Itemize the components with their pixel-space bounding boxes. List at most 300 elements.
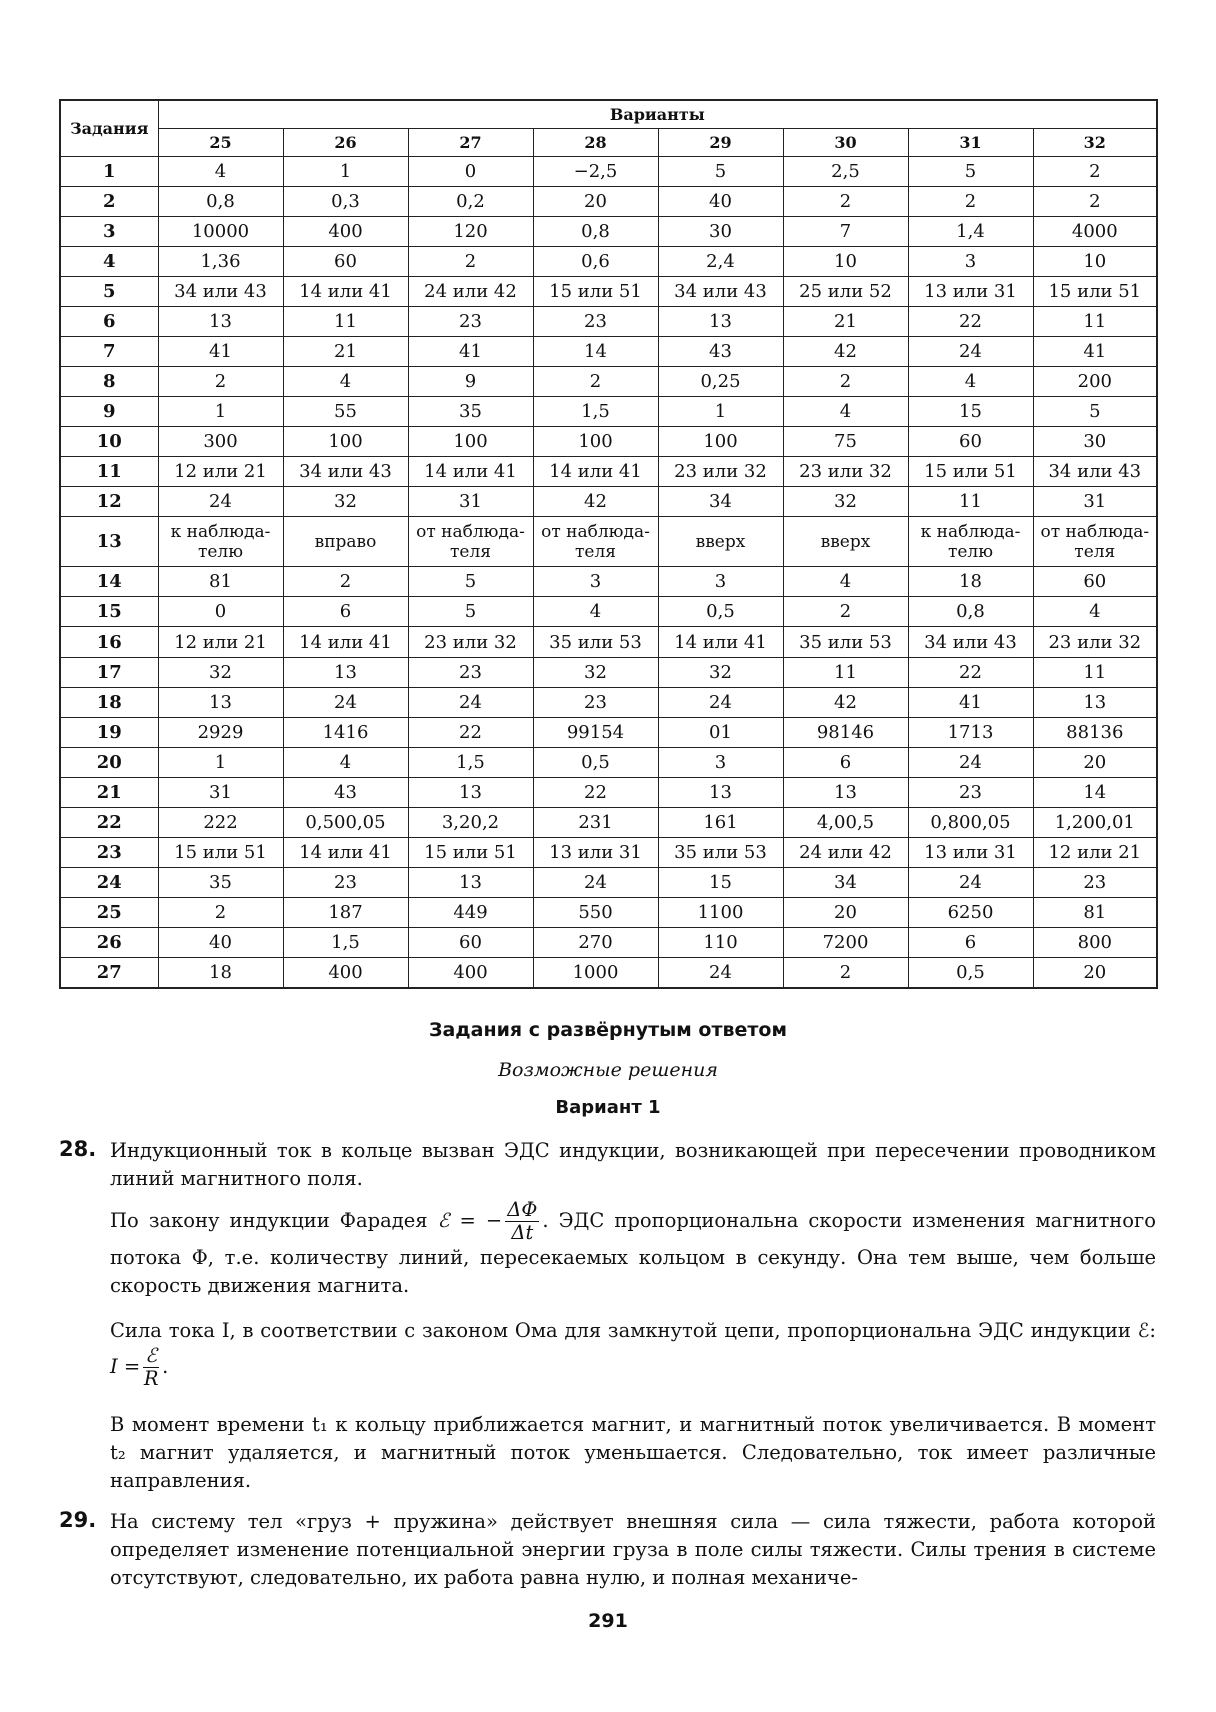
table-row [60,427,1157,457]
answer-cell: 24 [533,867,658,897]
answer-cell: 34 или 43 [658,276,783,306]
task-number: 9 [60,397,158,427]
answer-cell: 34 или 43 [283,457,408,487]
answer-cell: 2,5 [783,156,908,186]
table-row [60,898,1157,928]
answer-cell: 1,36 [158,246,283,276]
answer-cell: 23 [533,687,658,717]
answer-cell: 42 [783,687,908,717]
table-row [60,306,1157,336]
table-row [60,567,1157,597]
answer-cell: 30 [1033,427,1157,457]
answer-cell: 31 [158,777,283,807]
answer-cell: 34 или 43 [158,276,283,306]
task-number: 16 [60,627,158,657]
answer-cell: 88136 [1033,717,1157,747]
answer-cell: 1100 [658,898,783,928]
variant-25-header: 25 [158,128,283,156]
answer-cell: 0 [158,597,283,627]
ohm-lhs: I = [110,1355,141,1378]
answer-cell: 15 или 51 [533,276,658,306]
answer-cell: 13 или 31 [533,837,658,867]
answer-cell: 6 [908,928,1033,958]
answer-cell: 41 [158,336,283,366]
answer-cell: 5 [658,156,783,186]
answer-cell: 0,500,05 [283,807,408,837]
answer-cell: вправо [283,517,408,567]
variants-header: Варианты [158,100,1157,128]
answer-cell: 4 [533,597,658,627]
answer-cell: 2 [533,366,658,396]
answer-cell: вверх [783,517,908,567]
answer-cell: 9 [408,366,533,396]
answer-cell: 15 или 51 [158,837,283,867]
answer-cell: 100 [283,427,408,457]
answer-cell: 24 [908,747,1033,777]
answer-cell: 23 или 32 [658,457,783,487]
answer-cell: 222 [158,807,283,837]
answer-cell: 6 [283,597,408,627]
answer-cell: 0,6 [533,246,658,276]
answer-cell: 100 [658,427,783,457]
answer-cell: 34 или 43 [1033,457,1157,487]
answer-cell: 15 [908,397,1033,427]
answer-cell: 41 [908,687,1033,717]
answer-cell: 2 [283,567,408,597]
answer-cell: 550 [533,898,658,928]
task-number: 20 [60,747,158,777]
problem-29-number: 29. [59,1508,97,1532]
answer-cell: 22 [408,717,533,747]
answer-cell: 0,25 [658,366,783,396]
answer-cell: 20 [1033,747,1157,777]
answer-cell: от наблюда-теля [1033,517,1157,567]
answer-cell: 34 [658,487,783,517]
answer-cell: 0,5 [533,747,658,777]
problem-29-text: На систему тел «груз + пружина» действует внешняя сила — сила тяжести, работа которой определяет изменение потенциальной энергии груза в поле силы тяжести. Силы трения в системе отсутствуют, следовательно, их работа равна нулю, и полная механиче- [110,1510,1156,1589]
answer-cell: 12 или 21 [1033,837,1157,867]
answer-cell: 1 [658,397,783,427]
answer-cell: 15 [658,867,783,897]
task-number: 2 [60,186,158,216]
answer-cell: 11 [1033,657,1157,687]
ohm-numerator: ℰ [145,1344,158,1367]
task-number: 13 [60,517,158,567]
problem-28-intro: Индукционный ток в кольце вызван ЭДС индукции, возникающей при пересечении проводником линий магнитного поля. [110,1139,1156,1190]
answer-cell: 0,5 [908,958,1033,988]
table-row [60,397,1157,427]
answer-cell: 0 [408,156,533,186]
variant-26-header: 26 [283,128,408,156]
answer-cell: 6 [783,747,908,777]
answer-cell: 42 [783,336,908,366]
faraday-denominator: Δt [511,1221,534,1244]
answer-cell: 2 [783,958,908,988]
table-row [60,597,1157,627]
answer-cell: 1 [158,397,283,427]
answer-cell: 34 или 43 [908,627,1033,657]
answer-cell: 2 [408,246,533,276]
variant-31-header: 31 [908,128,1033,156]
answer-cell: 4 [908,366,1033,396]
answer-cell: −2,5 [533,156,658,186]
answer-cell: 4 [1033,597,1157,627]
answer-cell: 6250 [908,898,1033,928]
variant-30-header: 30 [783,128,908,156]
answer-cell: 11 [908,487,1033,517]
answer-cell: 4 [158,156,283,186]
table-row [60,687,1157,717]
answer-cell: 0,800,05 [908,807,1033,837]
answer-cell: 1,5 [283,928,408,958]
answer-cell: 1416 [283,717,408,747]
answer-cell: 110 [658,928,783,958]
answer-cell: 18 [908,567,1033,597]
answer-cell: 23 [908,777,1033,807]
variant-27-header: 27 [408,128,533,156]
answer-cell: 14 или 41 [408,457,533,487]
table-row [60,186,1157,216]
answer-cell: 20 [1033,958,1157,988]
answer-cell: 32 [533,657,658,687]
answer-cell: 24 [658,687,783,717]
task-number: 21 [60,777,158,807]
answer-cell: 11 [783,657,908,687]
answers-body [60,156,1157,988]
answer-cell: 4 [283,366,408,396]
answer-cell: 0,3 [283,186,408,216]
answer-cell: вверх [658,517,783,567]
task-number: 10 [60,427,158,457]
answer-cell: 13 [283,657,408,687]
answer-cell: 0,8 [908,597,1033,627]
answer-cell: 2 [1033,186,1157,216]
answer-cell: 43 [283,777,408,807]
answer-cell: 4 [783,567,908,597]
task-header: Задания [60,100,158,156]
task-number: 19 [60,717,158,747]
problem-28-number: 28. [59,1137,97,1161]
answer-cell: 31 [408,487,533,517]
answer-cell: 187 [283,898,408,928]
answer-cell: 23 или 32 [1033,627,1157,657]
answer-cell: 60 [908,427,1033,457]
answer-cell: 13 [783,777,908,807]
answer-cell: 231 [533,807,658,837]
answer-cell: 7 [783,216,908,246]
answer-cell: 41 [1033,336,1157,366]
answer-cell: 161 [658,807,783,837]
answer-cell: 34 [783,867,908,897]
answer-cell: 5 [908,156,1033,186]
answer-cell: 5 [1033,397,1157,427]
task-number: 5 [60,276,158,306]
answer-cell: 5 [408,597,533,627]
answer-cell: 2 [1033,156,1157,186]
table-row [60,777,1157,807]
ohm-denominator: R [143,1367,159,1390]
answer-cell: 2 [158,366,283,396]
table-row [60,246,1157,276]
answers-table [59,99,1158,989]
task-number: 27 [60,958,158,988]
answer-cell: от наблюда-теля [533,517,658,567]
answer-cell: к наблюда-телю [158,517,283,567]
task-number: 25 [60,898,158,928]
answer-cell: от наблюда-теля [408,517,533,567]
answer-cell: 1 [158,747,283,777]
answer-cell: 22 [908,657,1033,687]
answer-cell: 24 [658,958,783,988]
variant-29-header: 29 [658,128,783,156]
task-number: 11 [60,457,158,487]
answer-cell: 4000 [1033,216,1157,246]
answer-cell: 1,4 [908,216,1033,246]
answer-cell: 14 или 41 [283,837,408,867]
answer-cell: 14 или 41 [283,627,408,657]
variant-32-header: 32 [1033,128,1157,156]
answer-cell: 22 [533,777,658,807]
table-row [60,487,1157,517]
problem-28-faraday [110,1199,1156,1300]
faraday-lhs: ℰ = − [437,1209,503,1232]
answer-cell: 41 [408,336,533,366]
answer-cell: 15 или 51 [1033,276,1157,306]
section-title: Задания с развёрнутым ответом [428,1019,787,1041]
table-row [60,216,1157,246]
answer-cell: 01 [658,717,783,747]
table-row [60,276,1157,306]
answer-cell: 24 [908,867,1033,897]
answer-cell: 23 [408,657,533,687]
answer-cell: 10 [1033,246,1157,276]
answer-cell: 14 [1033,777,1157,807]
task-number: 8 [60,366,158,396]
task-number: 26 [60,928,158,958]
answer-cell: 4 [783,397,908,427]
task-number: 3 [60,216,158,246]
answer-cell: 3 [658,747,783,777]
answer-cell: 1,5 [533,397,658,427]
answer-cell: 1 [283,156,408,186]
answer-cell: 0,8 [533,216,658,246]
answer-cell: 14 или 41 [283,276,408,306]
answer-cell: 4 [283,747,408,777]
answer-cell: 40 [658,186,783,216]
answer-cell: 2 [158,898,283,928]
answer-cell: 400 [408,958,533,988]
answer-cell: 24 [408,687,533,717]
ohm-text: Сила тока I, в соответствии с законом Ома для замкнутой цепи, пропорциональна ЭДС индукции ℰ: [110,1319,1156,1342]
answer-cell: 13 [658,777,783,807]
answer-cell: 1,5 [408,747,533,777]
task-number: 24 [60,867,158,897]
page-number: 291 [588,1610,628,1632]
answer-cell: 30 [658,216,783,246]
answer-cell: 1,200,01 [1033,807,1157,837]
answer-cell: 23 [1033,867,1157,897]
faraday-numerator: ΔΦ [507,1198,538,1221]
answer-cell: 2 [908,186,1033,216]
faraday-fraction [505,1199,539,1244]
answer-cell: 13 [408,867,533,897]
answer-cell: 32 [283,487,408,517]
answer-cell: 13 [408,777,533,807]
ohm-fraction [143,1345,159,1390]
answer-cell: 43 [658,336,783,366]
task-number: 12 [60,487,158,517]
table-row [60,657,1157,687]
task-number: 1 [60,156,158,186]
answer-cell: 14 [533,336,658,366]
answer-cell: 14 или 41 [533,457,658,487]
answer-cell: 2 [783,366,908,396]
variant-title: Вариант 1 [555,1097,661,1118]
answer-cell: 7200 [783,928,908,958]
answer-cell: 0,8 [158,186,283,216]
task-number: 4 [60,246,158,276]
answer-cell: 10 [783,246,908,276]
answer-cell: 21 [283,336,408,366]
table-row [60,336,1157,366]
answer-cell: 13 [658,306,783,336]
answer-cell: 21 [783,306,908,336]
answer-cell: 35 или 53 [658,837,783,867]
answer-cell: 18 [158,958,283,988]
answer-cell: 2 [783,597,908,627]
ohm-end: . [162,1355,169,1378]
table-row [60,366,1157,396]
answer-cell: 60 [283,246,408,276]
answer-cell: 42 [533,487,658,517]
answer-cell: 22 [908,306,1033,336]
answer-cell: 0,5 [658,597,783,627]
faraday-prefix: По закону индукции Фарадея [110,1209,428,1232]
answer-cell: 32 [658,657,783,687]
answer-cell: 5 [408,567,533,597]
subtitle: Возможные решения [498,1059,718,1081]
answer-cell: 13 [158,306,283,336]
answer-cell: 20 [533,186,658,216]
task-number: 6 [60,306,158,336]
task-number: 14 [60,567,158,597]
answer-cell: 35 или 53 [533,627,658,657]
answer-cell: 2929 [158,717,283,747]
table-row [60,928,1157,958]
answer-cell: 100 [408,427,533,457]
answer-cell: 23 или 32 [408,627,533,657]
answer-cell: 24 [283,687,408,717]
table-row [60,958,1157,988]
answer-cell: 20 [783,898,908,928]
answer-cell: 14 или 41 [658,627,783,657]
answer-cell: 60 [408,928,533,958]
answer-cell: 35 или 53 [783,627,908,657]
answer-cell: 23 [408,306,533,336]
answer-cell: 13 [1033,687,1157,717]
answer-cell: 98146 [783,717,908,747]
answer-cell: 4,00,5 [783,807,908,837]
problem-28-conclusion: В момент времени t₁ к кольцу приближается магнит, и магнитный поток увеличивается. В момент t₂ магнит удаляется, и магнитный поток уменьшается. Следовательно, ток имеет различные направления. [110,1413,1156,1492]
answer-cell: 100 [533,427,658,457]
answer-cell: 40 [158,928,283,958]
answer-cell: 23 [283,867,408,897]
task-number: 23 [60,837,158,867]
answer-cell: 23 или 32 [783,457,908,487]
answer-cell: 55 [283,397,408,427]
answer-cell: 1713 [908,717,1033,747]
answer-cell: 81 [1033,898,1157,928]
answer-cell: 1000 [533,958,658,988]
table-row [60,837,1157,867]
answer-cell: 25 или 52 [783,276,908,306]
answer-cell: 270 [533,928,658,958]
answer-cell: 300 [158,427,283,457]
answer-cell: 11 [1033,306,1157,336]
answer-cell: 3 [533,567,658,597]
answer-cell: 99154 [533,717,658,747]
answer-cell: 13 или 31 [908,276,1033,306]
answer-cell: 13 [158,687,283,717]
variant-numbers-row [60,128,1157,156]
problem-28-ohm [110,1317,1156,1390]
answer-cell: 31 [1033,487,1157,517]
answer-cell: 2 [783,186,908,216]
table-row [60,867,1157,897]
table-row [60,717,1157,747]
answer-cell: 23 [533,306,658,336]
table-row [60,156,1157,186]
answer-cell: 24 [158,487,283,517]
answer-cell: 32 [783,487,908,517]
answer-cell: 32 [158,657,283,687]
answer-cell: 3 [908,246,1033,276]
answer-cell: 400 [283,216,408,246]
answer-cell: 3 [658,567,783,597]
answer-cell: 11 [283,306,408,336]
answer-cell: 449 [408,898,533,928]
table-row [60,807,1157,837]
answer-cell: 15 или 51 [408,837,533,867]
answer-cell: к наблюда-телю [908,517,1033,567]
answer-cell: 60 [1033,567,1157,597]
task-number: 22 [60,807,158,837]
answer-cell: 35 [158,867,283,897]
answer-cell: 24 или 42 [408,276,533,306]
task-number: 17 [60,657,158,687]
answer-cell: 24 [908,336,1033,366]
answer-cell: 0,2 [408,186,533,216]
answer-cell: 120 [408,216,533,246]
answer-cell: 12 или 21 [158,627,283,657]
task-number: 15 [60,597,158,627]
answer-cell: 2,4 [658,246,783,276]
answer-cell: 15 или 51 [908,457,1033,487]
task-number: 18 [60,687,158,717]
task-number: 7 [60,336,158,366]
answer-cell: 75 [783,427,908,457]
table-row [60,627,1157,657]
answer-cell: 400 [283,958,408,988]
answer-cell: 35 [408,397,533,427]
answer-cell: 12 или 21 [158,457,283,487]
table-row [60,517,1157,567]
answer-cell: 3,20,2 [408,807,533,837]
answer-cell: 800 [1033,928,1157,958]
faraday-suffix: . ЭДС пропорциональна скорости изменения магнитного потока Φ, т.е. количеству линий, пересекаемых кольцом в секунду. Она тем выше, чем больше скорость движения магнита. [110,1209,1156,1297]
table-row [60,747,1157,777]
variant-28-header: 28 [533,128,658,156]
